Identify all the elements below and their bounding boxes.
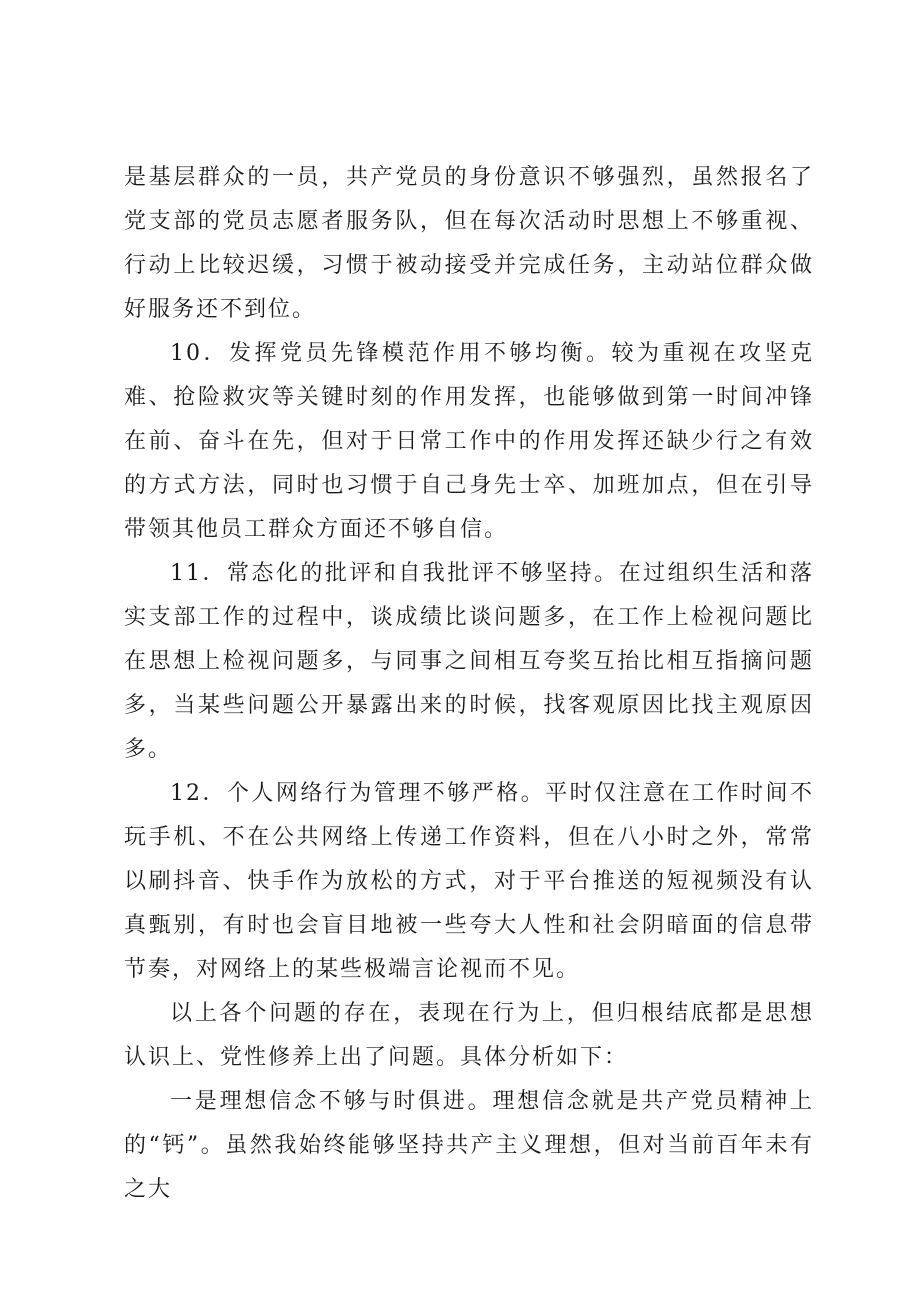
document-body [124, 156, 814, 1212]
paragraph-summary: 以上各个问题的存在，表现在行为上，但归根结底都是思想认识上、党性修养上出了问题。具体分析如下： [124, 1001, 814, 1070]
paragraph-item-12: 12．个人网络行为管理不够严格。平时仅注意在工作时间不玩手机、不在公共网络上传递工作资料，但在八小时之外，常常以刷抖音、快手作为放松的方式，对于平台推送的短视频没有认真甄别，有时也会盲目地被一些夸大人性和社会阴暗面的信息带节奏，对网络上的某些极端言论视而不见。 [124, 781, 814, 982]
paragraph-item-10: 10．发挥党员先锋模范作用不够均衡。较为重视在攻坚克难、抢险救灾等关键时刻的作用发挥，也能够做到第一时间冲锋在前、奋斗在先，但对于日常工作中的作用发挥还缺少行之有效的方式方法，同时也习惯于自己身先士卒、加班加点，但在引导带领其他员工群众方面还不够自信。 [124, 341, 814, 542]
paragraph-continuation: 是基层群众的一员，共产党员的身份意识不够强烈，虽然报名了党支部的党员志愿者服务队，但在每次活动时思想上不够重视、行动上比较迟缓，习惯于被动接受并完成任务，主动站位群众做好服务还不到位。 [124, 165, 814, 322]
paragraph-analysis-one: 一是理想信念不够与时俱进。理想信念就是共产党员精神上的“钙”。虽然我始终能够坚持共产主义理想，但对当前百年未有之大 [124, 1089, 814, 1202]
paragraph-item-11: 11．常态化的批评和自我批评不够坚持。在过组织生活和落实支部工作的过程中，谈成绩比谈问题多，在工作上检视问题比在思想上检视问题多，与同事之间相互夸奖互抬比相互指摘问题多，当某些问题公开暴露出来的时候，找客观原因比找主观原因多。 [124, 561, 814, 762]
